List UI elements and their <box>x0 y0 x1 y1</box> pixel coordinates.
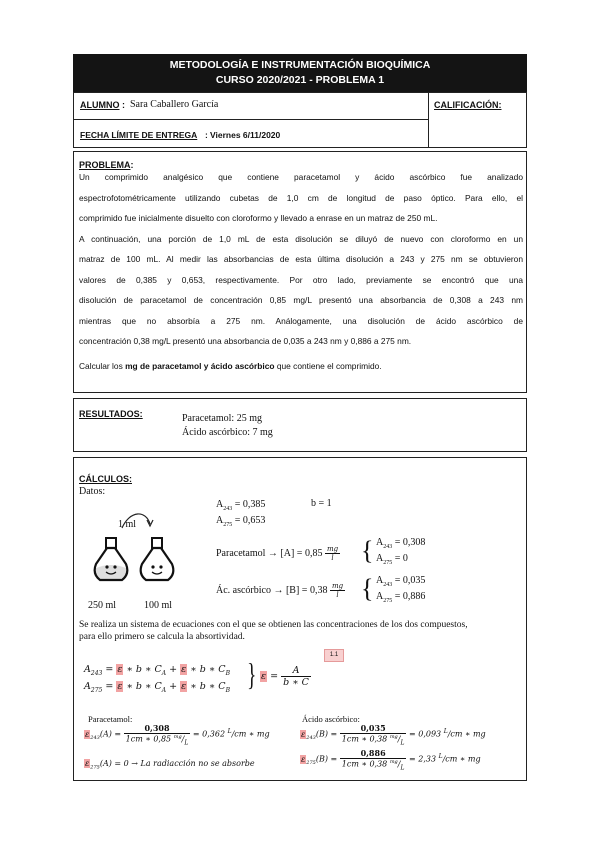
flask-250-icon <box>95 538 128 580</box>
eq-sub: 243 <box>90 669 103 677</box>
para-a243: = 0,308 <box>394 537 426 548</box>
sub-275: 275 <box>90 764 100 771</box>
student-label: ALUMNO <box>80 100 120 110</box>
comment-badge[interactable]: 1.1 <box>324 649 344 662</box>
para-calc-head: Paracetamol: <box>88 714 133 724</box>
result-ascorbico: Ácido ascórbico: 7 mg <box>182 427 273 438</box>
absorbance-data <box>216 499 265 531</box>
para-unit-den: l <box>331 554 334 562</box>
a275-sub: 275 <box>223 522 233 528</box>
equation-275 <box>84 680 230 697</box>
para-conc-text: Paracetamol → [A] = 0,85 <box>216 547 323 559</box>
asc-unit-den: l <box>336 591 339 599</box>
eps-num: A <box>281 665 311 677</box>
sub-275: 275 <box>383 560 393 566</box>
eq-term: ∗ b ∗ C <box>187 680 226 692</box>
eq-term: ∗ b ∗ C <box>187 664 226 675</box>
eps-a-highlight[interactable]: ε <box>117 664 123 675</box>
para-calc-den: 1cm ∗ 0,85 <box>125 734 172 744</box>
a243-value: = 0,385 <box>232 499 266 510</box>
student-name: Sara Caballero García <box>130 99 219 110</box>
para-zero-text: (A) = 0 → La radiacción no se absorbe <box>99 759 255 768</box>
eq-equals: = <box>102 680 117 692</box>
para-calc-fraction: $\frac{0,308}{1cm ∗ 0,85 ^{mg}/_L}$ <box>125 723 189 747</box>
para-brace: { <box>361 536 374 565</box>
ascorbico-conc <box>216 582 345 599</box>
asc-calc-fraction-1: $\frac{0,035}{1cm ∗ 0,38 ^{mg}/_L}$ <box>341 723 405 747</box>
asc-epsilon-calc-2 <box>300 748 481 771</box>
para-unit-num: mg <box>326 545 339 553</box>
para-epsilon-calc <box>84 723 270 746</box>
problem-line: Un comprimido analgésico que contiene paracetamol y ácido ascórbico fue analizado <box>79 172 523 182</box>
question-prefix: Calcular los <box>79 360 126 371</box>
paracetamol-conc <box>216 545 340 562</box>
deadline-cell <box>73 119 429 148</box>
eq-lhs: A <box>84 680 91 692</box>
asc-res-tail: /cm ∗ mg <box>442 754 481 764</box>
asc-calc-num-1: 0,035 <box>340 723 407 734</box>
asc-calc-head: Ácido ascórbico: <box>302 714 360 724</box>
flask-transfer-label: 1 ml <box>118 519 137 530</box>
result-paracetamol: Paracetamol: 25 mg <box>182 413 262 424</box>
para-absorbances: $A_{243} = 0,308$ $A_{275} = 0$ <box>376 537 426 566</box>
asc-conc-text: Ác. ascórbico → [B] = 0,38 <box>216 584 328 596</box>
eq-sub: 275 <box>90 686 103 694</box>
header-subtitle: CURSO 2020/2021 - PROBLEMA 1 <box>215 74 385 86</box>
para-calc-num: 0,308 <box>124 723 191 734</box>
results-section <box>73 398 527 452</box>
calc-label: CÁLCULOS: <box>79 474 132 484</box>
asc-calc-lhs: (B) = <box>315 729 340 739</box>
student-colon: : <box>122 100 125 110</box>
asc-a243: = 0,035 <box>394 575 426 586</box>
eps-fraction <box>281 665 311 688</box>
student-cell <box>73 92 429 120</box>
asc-calc-result-1: = 0,093 <box>406 729 442 739</box>
para-conc-unit <box>325 545 340 562</box>
flask1-label: 250 ml <box>88 600 117 611</box>
eps-highlight[interactable]: ε <box>261 671 267 682</box>
equation-243 <box>84 663 230 680</box>
grade-cell <box>428 92 527 148</box>
asc-a275: = 0,886 <box>394 591 426 602</box>
asc-res-tail: /cm ∗ mg <box>447 729 486 739</box>
sub-243: 243 <box>90 735 100 742</box>
eps-a-highlight[interactable]: ε <box>117 680 123 692</box>
results-values <box>182 412 273 440</box>
calculations-section <box>73 457 527 781</box>
para-res-tail: /cm ∗ mg <box>231 729 270 739</box>
header-title: METODOLOGÍA E INSTRUMENTACIÓN BIOQUÍMICA <box>169 59 431 71</box>
eps-highlight[interactable]: ε <box>85 729 90 739</box>
problem-line: matraz de 100 mL. Al medir las absorbancias de esta última disolución a 243 y 275 nm se obtuvieron <box>79 254 523 264</box>
para-epsilon-zero <box>84 759 255 771</box>
calc-text-1: Se realiza un sistema de ecuaciones con el que se obtienen las concentraciones de los dos compuestos, <box>79 620 468 630</box>
asc-res-unit: L <box>443 727 448 735</box>
calc-explanation <box>79 619 468 643</box>
flask2-label: 100 ml <box>144 600 173 611</box>
problem-question <box>79 356 523 377</box>
sub-275: 275 <box>306 760 316 767</box>
eq-lhs: A <box>84 664 91 675</box>
sub-243: 243 <box>306 735 316 742</box>
flasks-illustration <box>86 502 190 594</box>
para-calc-result: = 0,362 <box>190 729 226 739</box>
problem-line: valores de 0,385 y 0,653, respectivamente. Por otro lado, previamente se encontró que una <box>79 274 523 285</box>
question-suffix: que contiene el comprimido. <box>274 360 382 371</box>
problem-heading: PROBLEMA: <box>79 160 134 170</box>
para-a275: = 0 <box>394 553 408 564</box>
sub-243: 243 <box>383 544 393 550</box>
eq-term: ∗ b ∗ C <box>123 680 162 692</box>
asc-absorbances: $A_{243} = 0,035$ $A_{275} = 0,886$ <box>376 575 426 604</box>
flask-100-icon <box>141 538 174 580</box>
problem-line: disolución de paracetamol de concentración 0,85 mg/L presentó una absorbancia de 0,308 a 243 nm <box>79 295 523 305</box>
equation-system <box>84 663 230 697</box>
eps-equals: = <box>267 671 282 682</box>
problem-section <box>73 151 527 393</box>
asc-unit-num: mg <box>331 582 344 590</box>
asc-den-unit2: L <box>400 739 405 747</box>
asc-den-unit2: L <box>400 764 405 772</box>
asc-calc-den-2: 1cm ∗ 0,38 <box>341 759 388 769</box>
sub-243: 243 <box>383 582 393 588</box>
deadline-label: FECHA LÍMITE DE ENTREGA <box>80 130 198 140</box>
problem-text <box>79 167 523 376</box>
asc-calc-result-2: = 2,33 <box>406 754 437 764</box>
a243-sub: 243 <box>223 506 233 512</box>
asc-epsilon-calc-1 <box>300 723 486 746</box>
calc-datos: Datos: <box>79 486 106 497</box>
eq-sub-b: B <box>225 686 230 694</box>
problem-line: comprimido fue inicialmente disuelto con cloroformo y llevado a enrase en un matraz de 250 mL. <box>79 213 438 223</box>
asc-den-unit: mg <box>389 759 398 765</box>
eps-den: b ∗ C <box>283 677 309 688</box>
deadline-colon: : <box>205 130 208 140</box>
asc-calc-den-1: 1cm ∗ 0,38 <box>341 734 388 744</box>
asc-brace: { <box>361 574 374 603</box>
eps-b-highlight[interactable]: ε <box>181 664 187 675</box>
path-length: b = 1 <box>311 498 332 509</box>
eps-b-highlight[interactable]: ε <box>181 680 187 692</box>
para-res-unit: L <box>227 727 232 735</box>
eq-plus: + <box>166 680 181 692</box>
problem-line: mientras que no absorbía a 275 nm. Análogamente, una disolución de ácido ascórbico de <box>79 315 523 326</box>
asc-calc-num-2: 0,886 <box>340 748 407 759</box>
eq-sub-b: B <box>225 669 230 677</box>
asc-res-unit: L <box>438 752 443 760</box>
question-bold: mg de paracetamol y ácido ascórbico <box>125 360 275 371</box>
eq-sub-a: A <box>161 669 167 677</box>
a243-label: A <box>216 499 224 510</box>
eps-highlight[interactable]: ε <box>301 729 306 739</box>
calc-text-2: para ello primero se calcula la absortividad. <box>79 632 245 642</box>
sub-275: 275 <box>383 598 393 604</box>
grade-label: CALIFICACIÓN: <box>434 100 502 110</box>
problem-line: A continuación, una porción de 1,0 mL de esta disolución se diluyó de nuevo con cloroformo en un <box>79 233 523 244</box>
para-den-unit2: L <box>184 739 189 747</box>
a275-value: = 0,653 <box>232 515 266 526</box>
epsilon-definition <box>260 665 311 688</box>
eq-plus: + <box>166 664 181 675</box>
eq-equals: = <box>102 664 117 675</box>
para-den-unit: mg <box>173 734 182 740</box>
asc-calc-lhs: (B) = <box>315 754 340 764</box>
eps-highlight[interactable]: ε <box>85 759 90 768</box>
eq-term: ∗ b ∗ C <box>123 664 162 675</box>
system-brace: } <box>247 656 257 692</box>
eps-highlight[interactable]: ε <box>301 754 306 764</box>
problem-line: espectrofotométricamente utilizando cubetas de 1,0 cm de longitud de paso óptico. Para ello, el <box>79 192 523 203</box>
asc-conc-unit <box>330 582 345 599</box>
document-header <box>73 54 527 92</box>
deadline-value: Viernes 6/11/2020 <box>210 130 281 140</box>
eq-sub-a: A <box>161 686 167 694</box>
a275-label: A <box>216 515 224 526</box>
para-calc-lhs: (A) = <box>99 729 124 739</box>
results-label: RESULTADOS: <box>79 409 143 419</box>
asc-den-unit: mg <box>389 734 398 740</box>
asc-calc-fraction-2: $\frac{0,886}{1cm ∗ 0,38 ^{mg}/_L}$ <box>341 748 405 772</box>
problem-line: concentración 0,38 mg/L presentó una absorbancia de 0,035 a 243 nm y 0,886 a 275 nm. <box>79 336 412 346</box>
problem-label: PROBLEMA <box>79 160 131 170</box>
